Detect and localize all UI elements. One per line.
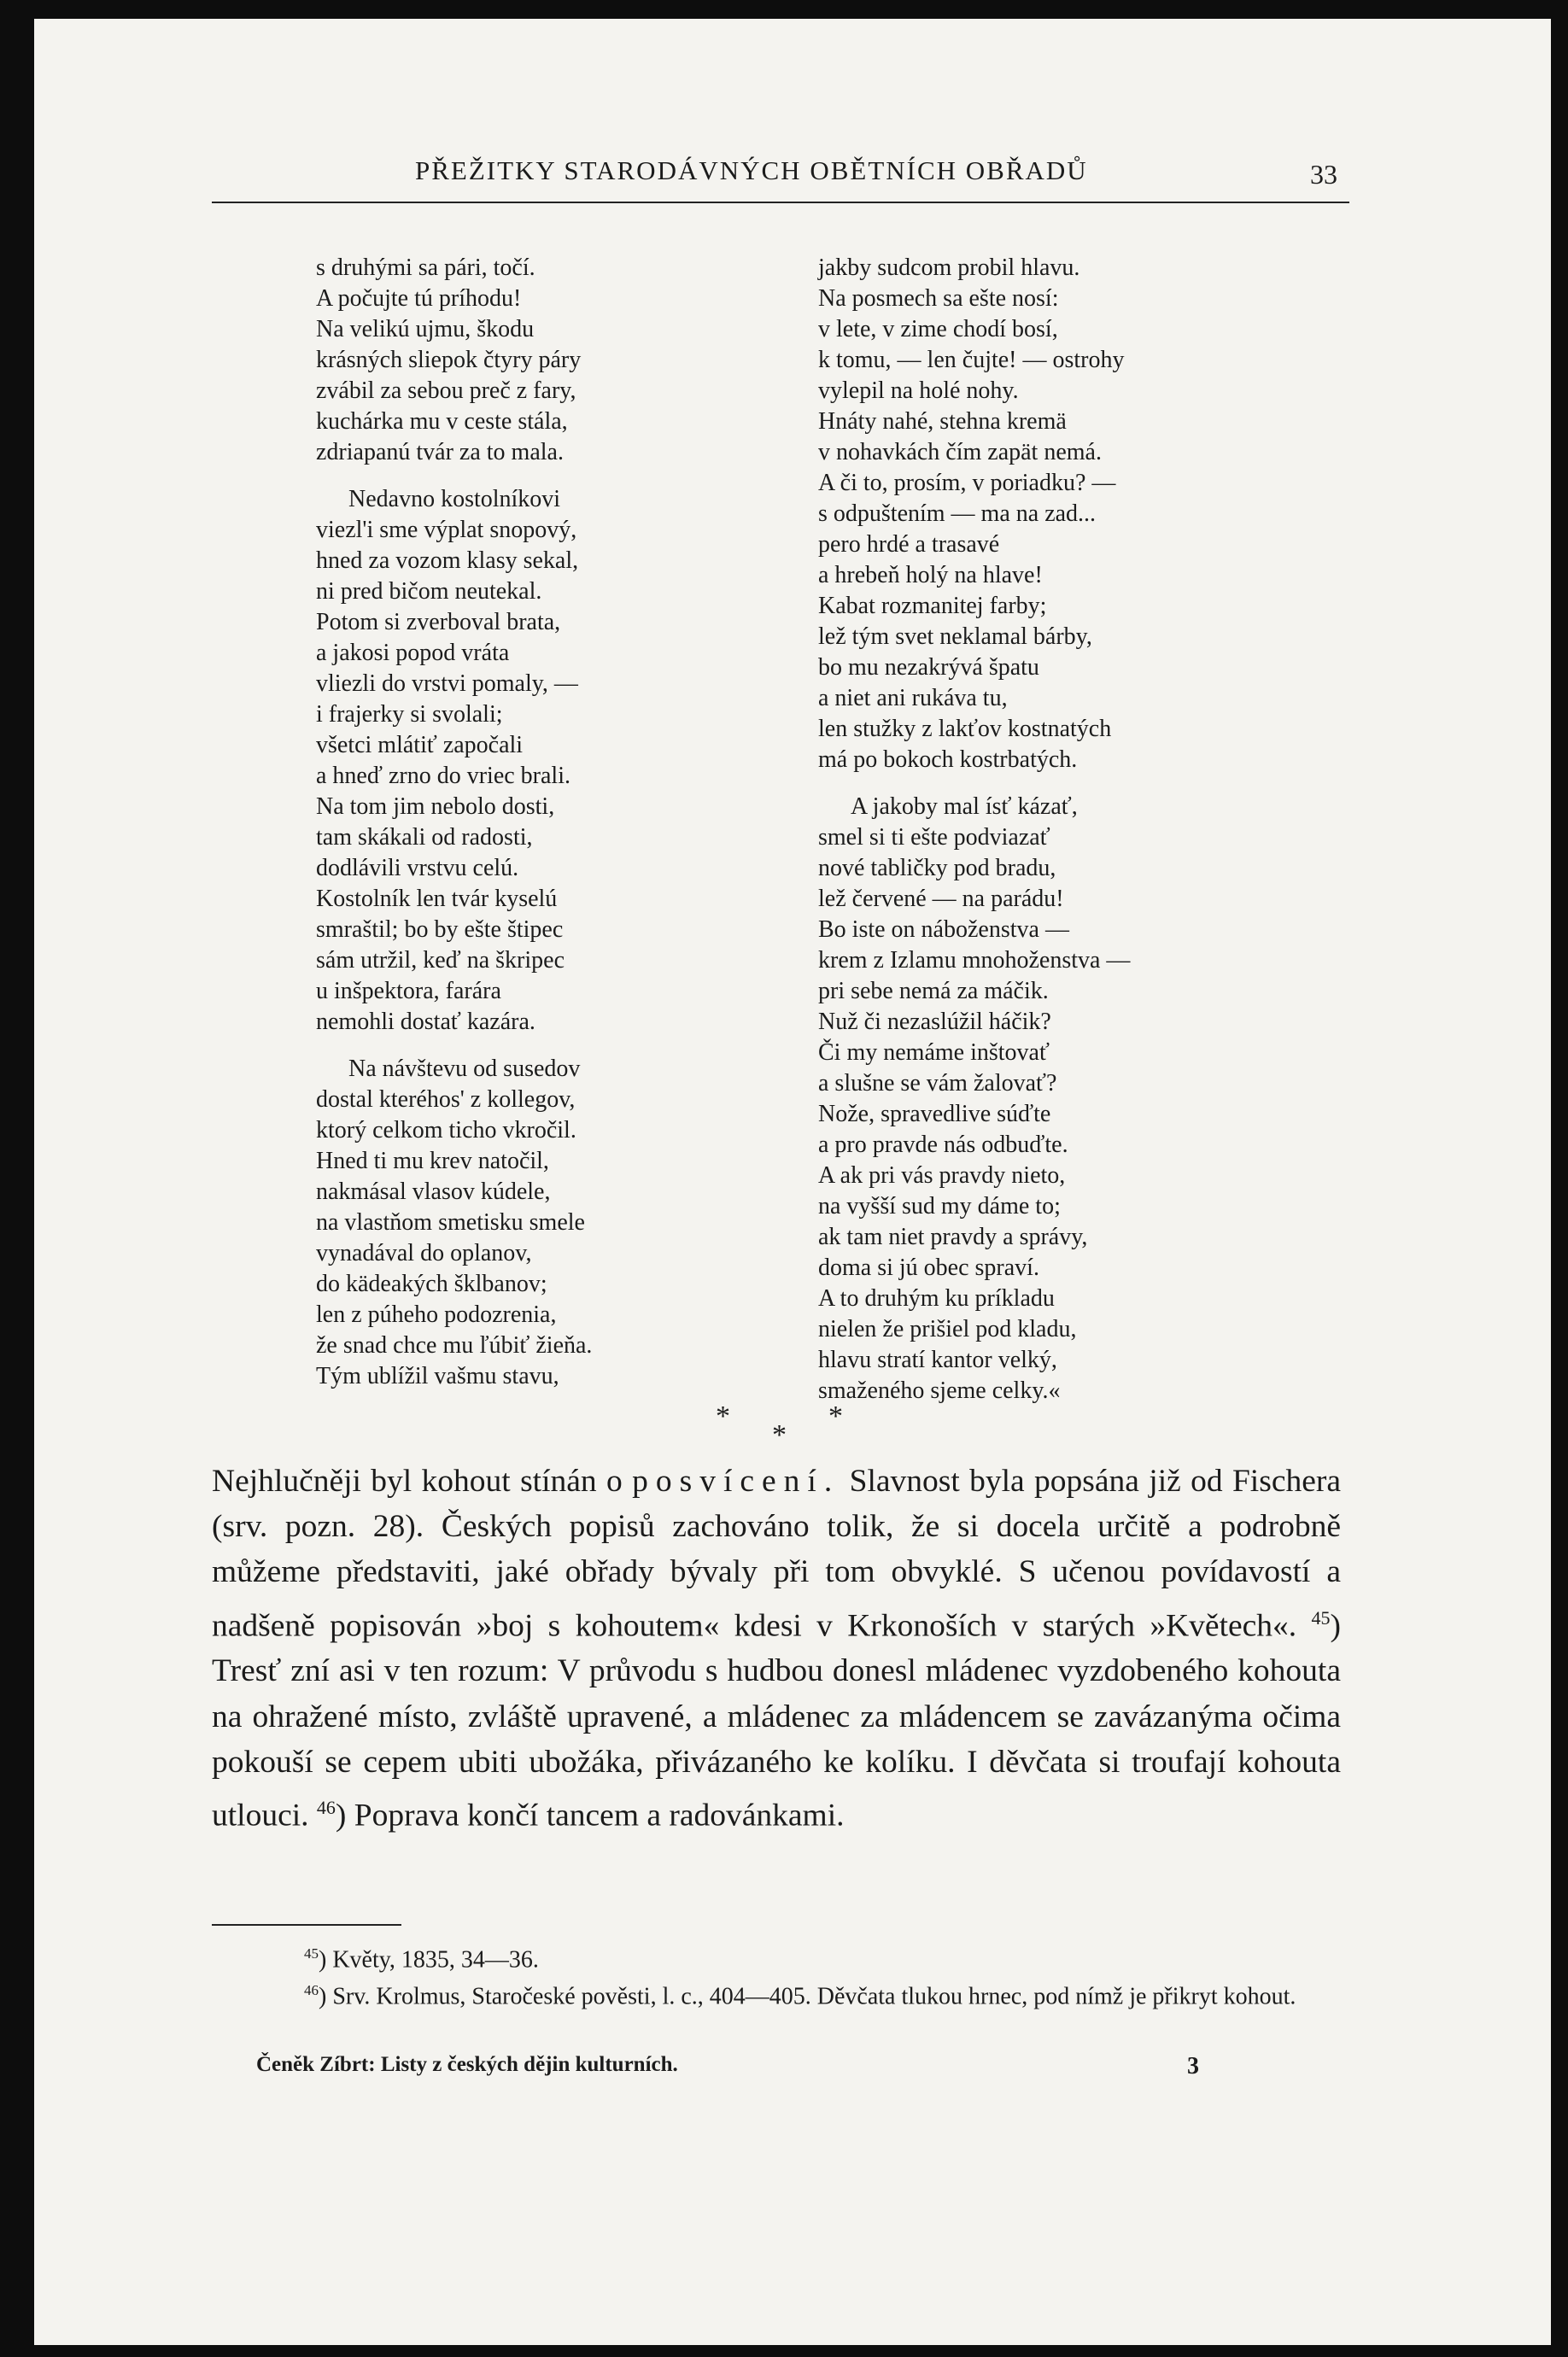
poem-line: ni pred bičom neutekal. (316, 578, 542, 605)
poem-line: vynadával do oplanov, (316, 1240, 532, 1266)
poem-line: Hned ti mu krev natočil, (316, 1148, 549, 1174)
poem-line: do kädeakých šklbanov; (316, 1271, 547, 1297)
poem-line: Potom si zverboval brata, (316, 609, 561, 635)
poem-line: a slušne se vám žalovať? (818, 1070, 1057, 1097)
poem-line: u inšpektora, farára (316, 978, 501, 1004)
poem-line: a hrebeň holý na hlave! (818, 562, 1043, 588)
poem-line: bo mu nezakrývá špatu (818, 654, 1039, 681)
poem-line: v nohavkách čím zapät nemá. (818, 439, 1102, 465)
poem-line: A to druhým ku príkladu (818, 1285, 1055, 1312)
separator-star-right: * (828, 1401, 843, 1432)
poem-line: v lete, v zime chodí bosí, (818, 316, 1058, 342)
poem-line: vylepil na holé nohy. (818, 377, 1019, 404)
footnote-number: 45 (304, 1945, 319, 1962)
footnote-45 (212, 1939, 1344, 1975)
poem-line: jakby sudcom probil hlavu. (818, 254, 1080, 281)
poem-right-column (818, 253, 1130, 1423)
poem-line: nemohli dostať kazára. (316, 1009, 535, 1035)
poem-line: smaženého sjeme celky.« (818, 1377, 1061, 1404)
poem-line: pri sebe nemá za máčik. (818, 978, 1049, 1004)
footnote-rule (212, 1924, 401, 1926)
poem-line: dostal kteréhos' z kollegov, (316, 1086, 576, 1113)
poem-line: s odpuštením — ma na zad... (818, 500, 1097, 527)
poem-line: a pro pravde nás odbuďte. (818, 1132, 1068, 1158)
poem-line: všetci mlátiť započali (316, 732, 524, 758)
scan-border-left (0, 0, 34, 2357)
poem-line: Kabat rozmanitej farby; (818, 593, 1047, 619)
poem-line: zvábil za sebou preč z fary, (316, 377, 576, 404)
poem-line: Kostolník len tvár kyselú (316, 886, 558, 912)
prose-text: Slavnost byla popsána již od Fischera (srv. pozn. 28). Českých popisů zachováno tolik, že si docela určitě a podrobně můžeme představiti, jaké obřady bývaly při tom obvyklé. S učenou povídavostí a nadšeně popisován »boj s kohoutem« kdesi v Krkonoších v starých »Květech«. (212, 1464, 1341, 1644)
poem-stanza (316, 484, 592, 1038)
poem-line: Na návštevu od susedov (348, 1056, 581, 1082)
poem-line: zdriapanú tvár za to mala. (316, 439, 564, 465)
poem-line: hned za vozom klasy sekal, (316, 547, 579, 574)
poem-line: Na tom jim nebolo dosti, (316, 793, 555, 820)
footnote-number: 46 (304, 1982, 319, 1999)
section-separator (716, 1401, 852, 1452)
poem-line: na vlastňom smetisku smele (316, 1209, 585, 1236)
signature-number: 3 (1187, 2053, 1199, 2079)
poem-line: a hneď zrno do vriec brali. (316, 763, 570, 789)
poem-line: pero hrdé a trasavé (818, 531, 1000, 558)
poem-line: Hnáty nahé, stehna kremä (818, 408, 1067, 435)
poem-line: ak tam niet pravdy a správy, (818, 1224, 1088, 1250)
poem-line: lež červené — na parádu! (818, 886, 1064, 912)
footnote-ref-46: 46 (316, 1796, 336, 1818)
poem-line: doma si jú obec spraví. (818, 1255, 1039, 1281)
poem-line: vliezli do vrstvi pomaly, — (316, 670, 578, 697)
poem-line: smraštil; bo by ešte štipec (316, 916, 564, 943)
poem-line: krem z Izlamu mnohoženstva — (818, 947, 1131, 974)
prose-text: ) Tresť zní asi v ten rozum: V průvodu s hudbou donesl mládenec vyzdobeného kohouta na ohražené místo, zvláště upravené, a mládenec za mládencem se zavázanýma očima pokouší se cepem ubiti ubožáka, přivázaného ke kolíku. I děvčata si troufají kohouta utlouci. (212, 1608, 1341, 1834)
poem-line: smel si ti ešte podviazať (818, 824, 1050, 851)
running-header-title: PŘEŽITKY STARODÁVNÝCH OBĚTNÍCH OBŘADŮ (415, 155, 1088, 185)
poem-line: nielen že prišiel pod kladu, (818, 1316, 1077, 1342)
poem-line: krásných sliepok čtyry páry (316, 347, 582, 373)
poem-line: Nuž či nezaslúžil háčik? (818, 1009, 1051, 1035)
footnotes (212, 1939, 1344, 2013)
poem-line: Nože, spravedlive súďte (818, 1101, 1051, 1127)
poem-line: nakmásal vlasov kúdele, (316, 1178, 551, 1205)
poem-stanza (316, 253, 592, 468)
page-number: 33 (1310, 159, 1337, 190)
poem-line: len stužky z lakťov kostnatých (818, 716, 1112, 742)
scan-border-right (1551, 0, 1568, 2357)
separator-star-middle: * (772, 1419, 787, 1451)
book-signature: Čeněk Zíbrt: Listy z českých dějin kulturních. (256, 2053, 678, 2076)
separator-star-left: * (716, 1401, 730, 1432)
poem-line: lež tým svet neklamal bárby, (818, 623, 1092, 650)
scan-border-top (0, 0, 1568, 19)
poem-line: má po bokoch kostrbatých. (818, 746, 1078, 773)
poem-stanza (818, 792, 1130, 1407)
poem-line: Bo iste on náboženstva — (818, 916, 1069, 943)
footnote-text: ) Srv. Krolmus, Staročeské pověsti, l. c., 404—405. Děvčata tlukou hrnec, pod nímž je přikryt kohout. (319, 1983, 1296, 2010)
footnote-ref-45: 45 (1311, 1606, 1331, 1629)
poem-line: a niet ani rukáva tu, (818, 685, 1008, 711)
poem-line: Či my nemáme inštovať (818, 1039, 1050, 1066)
prose-text: ) Poprava končí tancem a radovánkami. (335, 1798, 845, 1834)
poem-line: k tomu, — len čujte! — ostrohy (818, 347, 1125, 373)
poem-line: hlavu stratí kantor velký, (818, 1347, 1057, 1373)
poem-line: Nedavno kostolníkovi (348, 486, 561, 512)
prose-text: Nejhlučněji byl kohout stínán o (212, 1464, 633, 1499)
poem-line: viezl'i sme výplat snopový, (316, 517, 577, 543)
poem-line: ktorý celkom ticho vkročil. (316, 1117, 576, 1143)
poem-line: kuchárka mu v ceste stála, (316, 408, 568, 435)
footnote-text: ) Květy, 1835, 34—36. (319, 1946, 539, 1974)
poem-line: A ak pri vás pravdy nieto, (818, 1162, 1066, 1189)
poem-line: dodlávili vrstvu celú. (316, 855, 519, 881)
poem-line: Na velikú ujmu, škodu (316, 316, 535, 342)
footnote-46 (212, 1975, 1344, 2012)
poem-stanza (316, 1054, 592, 1392)
poem-line: že snad chce mu ľúbiť žieňa. (316, 1332, 593, 1359)
poem-left-column (316, 253, 592, 1408)
poem-line: Tým ublížil vašmu stavu, (316, 1363, 559, 1389)
poem-line: A či to, prosím, v poriadku? — (818, 470, 1116, 496)
poem-line: Na posmech sa ešte nosí: (818, 285, 1059, 312)
prose-paragraph (212, 1459, 1341, 1839)
poem-line: sám utržil, keď na škripec (316, 947, 565, 974)
poem-line: i frajerky si svolali; (316, 701, 503, 728)
scan-border-bottom (0, 2345, 1568, 2357)
poem-line: a jakosi popod vráta (316, 640, 510, 666)
poem-line: s druhými sa pári, točí. (316, 254, 535, 281)
poem-line: len z púheho podozrenia, (316, 1301, 557, 1328)
poem-line: A počujte tú príhodu! (316, 285, 522, 312)
poem-line: na vyšší sud my dáme to; (818, 1193, 1061, 1219)
poem-line: nové tabličky pod bradu, (818, 855, 1056, 881)
poem-line: tam skákali od radosti, (316, 824, 533, 851)
header-rule (212, 202, 1349, 203)
poem-line: A jakoby mal ísť kázať, (851, 793, 1078, 820)
poem-stanza (818, 253, 1130, 775)
emphasized-word: posvícení. (632, 1464, 840, 1499)
